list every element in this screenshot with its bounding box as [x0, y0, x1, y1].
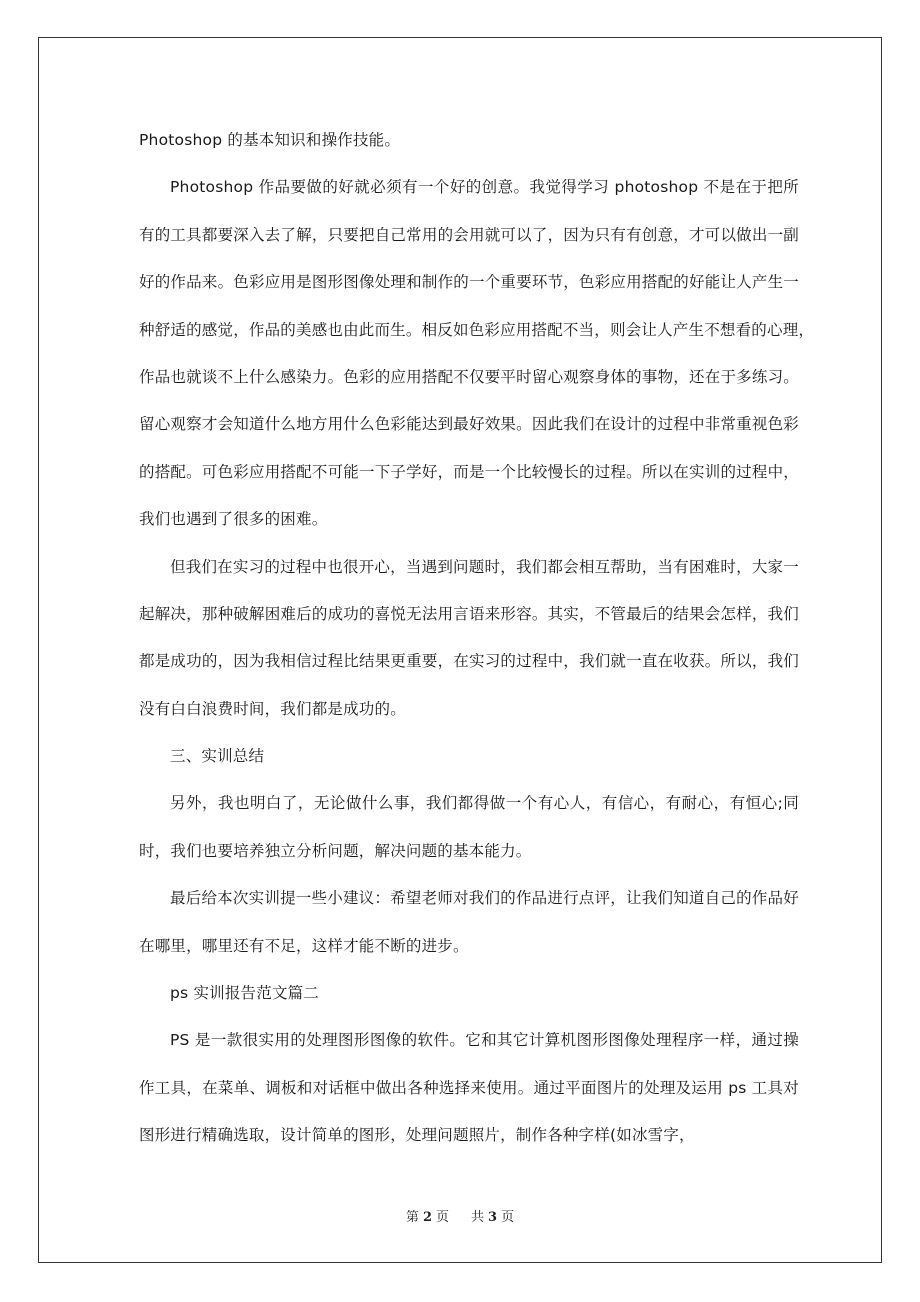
text-line: PS 是一款很实用的处理图形图像的软件。它和其它计算机图形图像处理程序一样，通过操	[170, 1031, 799, 1050]
text-line: 起解决，那种破解困难后的成功的喜悦无法用言语来形容。其实，不管最后的结果会怎样，我们	[139, 604, 799, 623]
text-line: 作工具，在菜单、调板和对话框中做出各种选择来使用。通过平面图片的处理及运用 ps 工具对	[139, 1078, 799, 1097]
text-line: 但我们在实习的过程中也很开心，当遇到问题时，我们都会相互帮助，当有困难时，大家一	[170, 557, 799, 576]
footer-page-current: 2	[422, 1210, 432, 1225]
paragraph	[139, 164, 815, 543]
text-line: 有的工具都要深入去了解，只要把自己常用的会用就可以了，因为只有有创意，才可以做出一副	[139, 225, 799, 244]
footer-page-unit: 页	[435, 1210, 449, 1225]
text-line: 最后给本次实训提一些小建议：希望老师对我们的作品进行点评，让我们知道自己的作品好	[170, 889, 799, 908]
text-line: 种舒适的感觉，作品的美感也由此而生。相反如色彩应用搭配不当，则会让人产生不想看的心理，	[139, 320, 815, 339]
text-line: 图形进行精确选取，设计简单的图形，处理问题照片，制作各种字样(如冰雪字，	[139, 1126, 695, 1145]
paragraph	[139, 544, 799, 734]
text-line: 作品也就谈不上什么感染力。色彩的应用搭配不仅要平时留心观察身体的事物，还在于多练习。	[139, 367, 799, 386]
text-line: 的搭配。可色彩应用搭配不可能一下子学好，而是一个比较慢长的过程。所以在实训的过程中，	[139, 462, 799, 481]
paragraph	[139, 733, 799, 780]
footer-total-prefix: 共	[471, 1210, 485, 1225]
text-line: 三、实训总结	[170, 747, 265, 766]
paragraph	[139, 780, 799, 875]
text-line: 好的作品来。色彩应用是图形图像处理和制作的一个重要环节，色彩应用搭配的好能让人产生一	[139, 273, 799, 292]
paragraph	[139, 875, 799, 970]
page-footer	[0, 1206, 920, 1225]
paragraph	[139, 1017, 799, 1159]
text-line: 我们也遇到了很多的困难。	[139, 510, 328, 529]
text-line: 都是成功的，因为我相信过程比结果更重要，在实习的过程中，我们就一直在收获。所以，我们	[139, 652, 799, 671]
paragraph	[139, 117, 799, 164]
text-line: Photoshop 的基本知识和操作技能。	[139, 131, 401, 149]
footer-page-total: 3	[488, 1210, 498, 1225]
footer-page-prefix: 第	[405, 1210, 419, 1225]
text-line: 另外，我也明白了，无论做什么事，我们都得做一个有心人，有信心，有耐心，有恒心;同	[170, 794, 799, 813]
text-line: 在哪里，哪里还有不足，这样才能不断的进步。	[139, 936, 469, 955]
text-line: 留心观察才会知道什么地方用什么色彩能达到最好效果。因此我们在设计的过程中非常重视色彩	[139, 415, 799, 434]
text-line: ps 实训报告范文篇二	[170, 984, 320, 1003]
document-body	[139, 117, 815, 1160]
text-line: 时，我们也要培养独立分析问题，解决问题的基本能力。	[139, 841, 532, 860]
text-line: 没有白白浪费时间，我们都是成功的。	[139, 699, 406, 718]
paragraph	[139, 970, 799, 1017]
text-line: Photoshop 作品要做的好就必须有一个好的创意。我觉得学习 photoshop 不是在于把所	[170, 178, 799, 197]
footer-total-unit: 页	[501, 1210, 515, 1225]
